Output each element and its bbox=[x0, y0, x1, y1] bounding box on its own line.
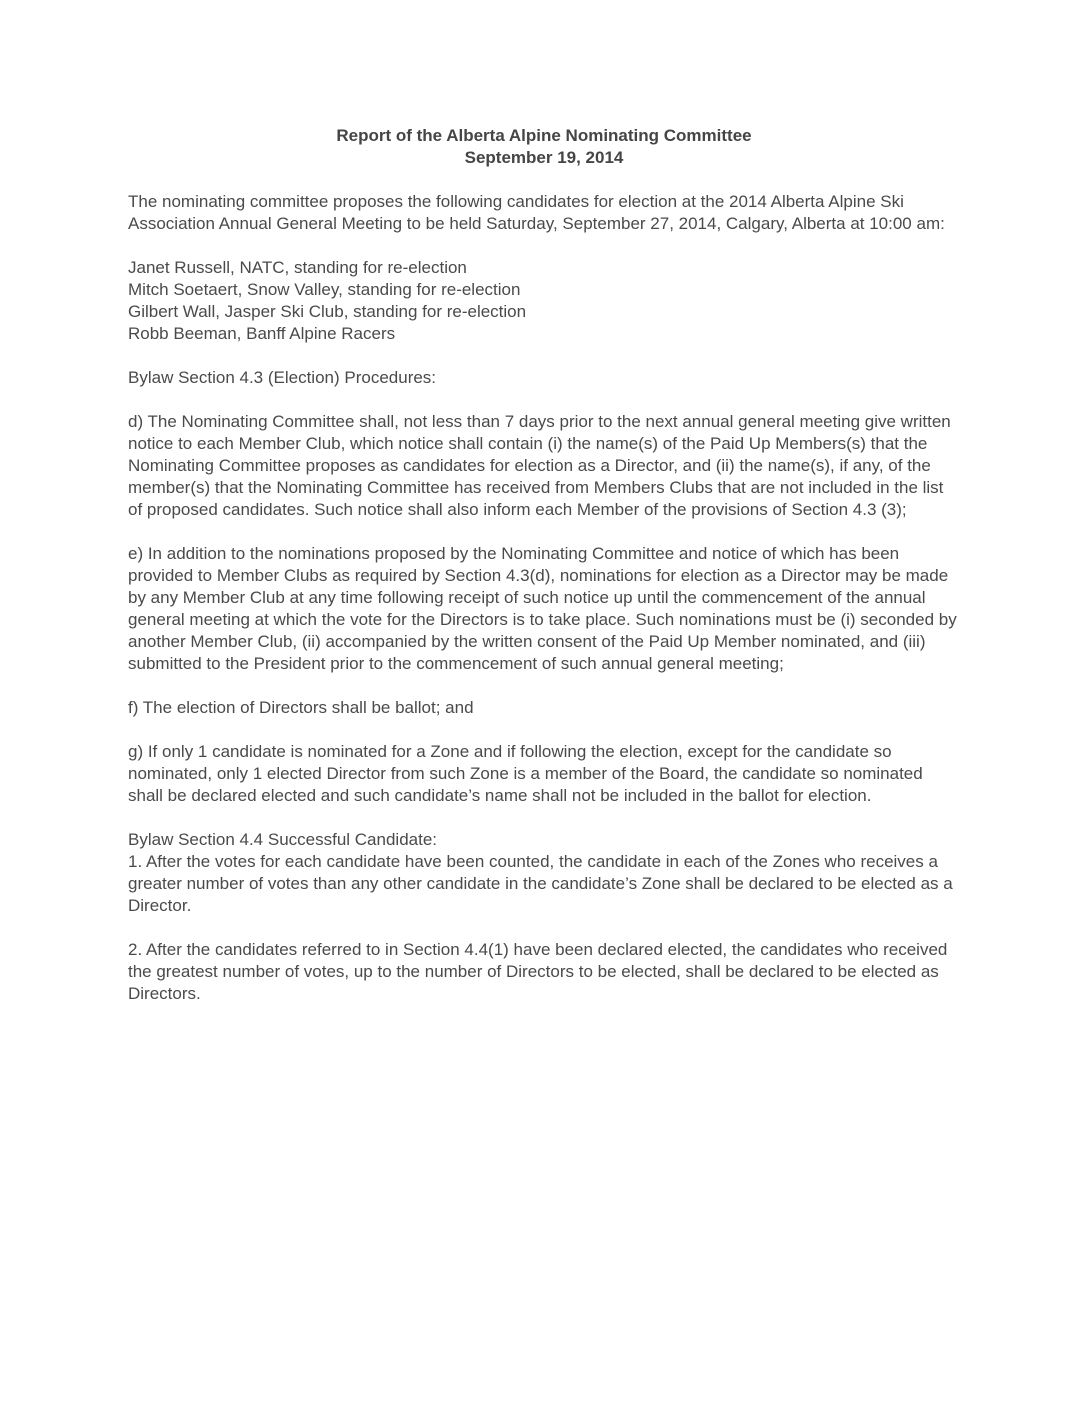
clause-f-paragraph: f) The election of Directors shall be ballot; and bbox=[128, 698, 474, 717]
clause-g-paragraph: g) If only 1 candidate is nominated for a Zone and if following the election, except for the candidate so nominated, only 1 elected Director from such Zone is a member of the Board, the candidate so nominated shall be declared elected and such candidate’s name shall not be included in the ballot for election. bbox=[128, 742, 923, 805]
bylaw-4-4-section bbox=[128, 829, 960, 917]
intro-paragraph: The nominating committee proposes the following candidates for election at the 2014 Alberta Alpine Ski Association Annual General Meeting to be held Saturday, September 27, 2014, Calgary, Alberta at 10:00 am: bbox=[128, 192, 945, 233]
document-date: September 19, 2014 bbox=[464, 148, 624, 167]
bylaw-4-3-heading: Bylaw Section 4.3 (Election) Procedures: bbox=[128, 368, 437, 387]
clause-d-paragraph: d) The Nominating Committee shall, not less than 7 days prior to the next annual general meeting give written notice to each Member Club, which notice shall contain (i) the name(s) of the Paid Up Members(s) that the Nominating Committee proposes as candidates for election as a Director, and (ii) the name(s), if any, of the member(s) that the Nominating Committee has received from Members Clubs that are not included in the list of proposed candidates. Such notice shall also inform each Member of the provisions of Section 4.3 (3); bbox=[128, 412, 951, 519]
document-title: Report of the Alberta Alpine Nominating Committee bbox=[336, 126, 752, 145]
candidate-list bbox=[128, 257, 960, 345]
candidate-line: Robb Beeman, Banff Alpine Racers bbox=[128, 324, 396, 343]
document-title-block bbox=[128, 125, 960, 169]
candidate-line: Mitch Soetaert, Snow Valley, standing for re-election bbox=[128, 280, 521, 299]
bylaw-4-4-heading: Bylaw Section 4.4 Successful Candidate: bbox=[128, 830, 438, 849]
bylaw-4-4-item1: 1. After the votes for each candidate have been counted, the candidate in each of the Zones who receives a greater number of votes than any other candidate in the candidate’s Zone shall be declared to be elected as a Director. bbox=[128, 852, 953, 915]
bylaw-4-4-item2: 2. After the candidates referred to in Section 4.4(1) have been declared elected, the candidates who received the greatest number of votes, up to the number of Directors to be elected, shall be declared to be elected as Directors. bbox=[128, 940, 948, 1003]
clause-e-paragraph: e) In addition to the nominations proposed by the Nominating Committee and notice of which has been provided to Member Clubs as required by Section 4.3(d), nominations for election as a Director may be made by any Member Club at any time following receipt of such notice up until the commencement of the annual general meeting at which the vote for the Directors is to take place. Such nominations must be (i) seconded by another Member Club, (ii) accompanied by the written consent of the Paid Up Member nominated, and (iii) submitted to the President prior to the commencement of such annual general meeting; bbox=[128, 544, 957, 673]
candidate-line: Gilbert Wall, Jasper Ski Club, standing for re-election bbox=[128, 302, 527, 321]
candidate-line: Janet Russell, NATC, standing for re-election bbox=[128, 258, 467, 277]
